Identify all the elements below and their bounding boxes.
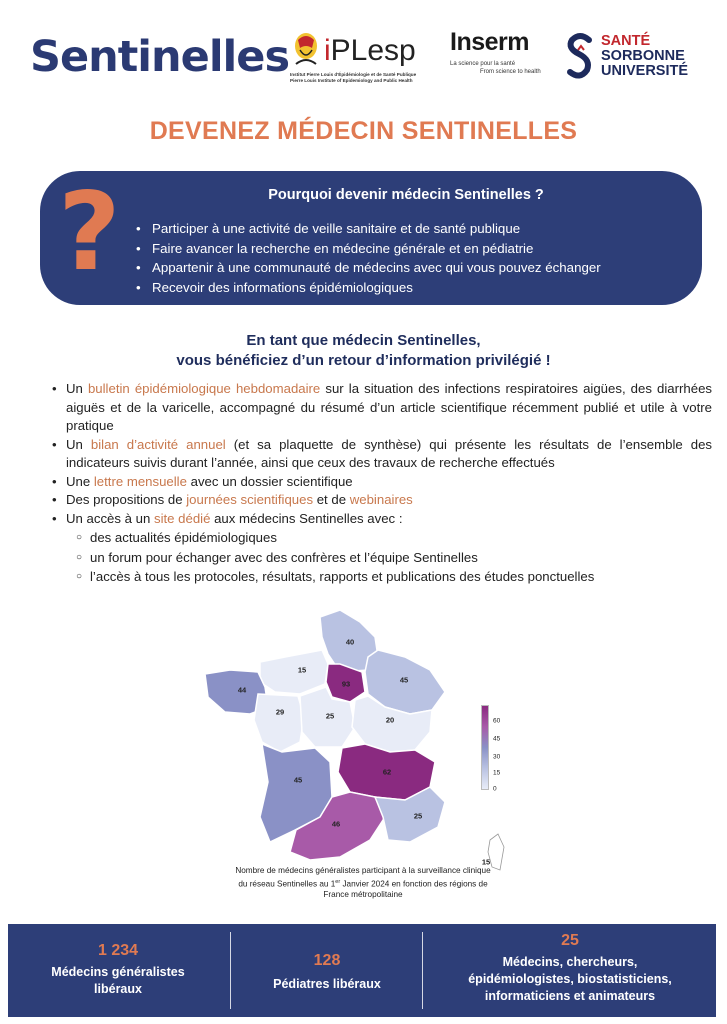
benefit-item [52,491,712,510]
inserm-name: Inserm [450,28,529,56]
stat-number: 1 234 [97,942,139,959]
page-title: DEVENEZ MÉDECIN SENTINELLES [149,117,578,145]
region-value-bourgogne-franche-comte: 20 [385,715,395,725]
region-value-paca: 25 [413,811,423,821]
stat-label [8,964,228,998]
map-caption-sup: er [335,878,341,885]
iplesp-portrait-icon [290,30,322,68]
region-value-occitanie: 46 [331,819,341,829]
benefits-list [52,380,712,587]
map-legend [481,705,521,795]
region-value-nouvelle-aquitaine: 45 [293,775,303,785]
sorbonne-line3: UNIVERSITÉ [601,63,689,79]
region-value-normandie: 15 [297,665,307,675]
benefit-text: Une [66,473,94,489]
benefit-text: Un [66,381,88,396]
benefit-text: Un accès à un [66,510,154,526]
inserm-tagline-en: From science to health [480,69,541,75]
benefit-item [52,473,712,492]
stat-label-line: libéraux [94,982,142,996]
stat-label-line: informaticiens et animateurs [484,989,656,1003]
benefit-text: et de [313,492,350,507]
why-item: • Recevoir des informations épidémiologiques [136,278,601,298]
legend-tick: 45 [493,735,501,743]
benefit-text: Un [66,436,91,452]
region-value-bretagne: 44 [237,685,247,695]
region-normandie [260,650,328,694]
stat-team [424,924,716,1017]
region-corse [488,834,504,870]
region-value-hauts-de-france: 40 [345,637,355,647]
benefit-highlight: webinaires [349,492,413,507]
why-list [136,219,601,297]
map-caption-text: Nombre de médecins généralistes participant à la surveillance clinique du réseau Sentinelles au 1 [235,866,491,889]
iplesp-name-prefix: i [324,34,331,67]
legend-tick: 0 [493,785,497,793]
benefit-text: (et sa plaquette de synthèse) qui présente les résultats de l’ensemble des indicateurs suivis durant l’année, ainsi que ceux des travaux de recherche effectués [66,436,712,470]
benefit-text: avec un dossier scientifique [186,473,353,489]
stat-pediatricians [232,924,422,1017]
benefit-highlight: lettre mensuelle [93,473,187,489]
sorbonne-line1: SANTÉ [601,33,651,49]
benefits-title-line2: vous bénéficiez d’un retour d’information privilégié ! [176,352,551,369]
stat-number: 128 [313,952,341,969]
benefit-highlight: bilan d’activité annuel [90,436,226,452]
stat-label-line: épidémiologistes, biostatisticiens, [468,972,672,986]
site-features-list [76,528,712,587]
stat-label-line: Médecins généralistes [51,965,185,979]
why-item: • Appartenir à une communauté de médecins avec qui vous pouvez échanger [136,258,601,278]
why-item: • Faire avancer la recherche en médecine générale et en pédiatrie [136,239,601,259]
benefit-text: sur la situation des infections respiratoires aigües, des diarrhées aiguës et de la varicelle, accompagné du résumé d’un article scientifique récemment publié et utile à votre pratique [66,381,713,433]
why-item: • Participer à une activité de veille sanitaire et de santé publique [136,219,601,239]
iplesp-line1: Institut Pierre Louis d'Épidémiologie et de Santé Publique [290,72,417,77]
region-value-centre-val-de-loire: 25 [325,711,335,721]
sorbonne-line2: SORBONNE [601,48,685,64]
benefit-item [52,380,712,436]
legend-tick: 30 [493,753,501,761]
why-box [40,171,702,305]
benefit-item [52,510,712,587]
benefit-highlight: bulletin épidémiologique hebdomadaire [87,381,321,396]
stat-divider [422,932,423,1009]
region-value-ile-de-france: 93 [341,679,351,689]
question-mark-icon: ? [58,170,121,295]
region-value-pays-de-la-loire: 29 [275,707,285,717]
benefit-text: Des propositions de [66,492,187,507]
stat-number: 25 [561,932,579,949]
iplesp-logo [290,30,430,90]
legend-tick: 15 [493,769,501,777]
region-value-auvergne-rhone-alpes: 62 [382,767,392,777]
benefit-item [52,436,712,473]
site-feature-item: ○ l’accès à tous les protocoles, résultats, rapports et publications des études ponctuelles [76,567,712,587]
sorbonne-logo [565,32,705,92]
map-caption [232,866,494,900]
region-value-corse: 15 [481,857,491,867]
legend-color-scale [481,705,489,790]
stat-label [424,954,716,1005]
iplesp-name-rest: PLesp [330,34,416,67]
legend-tick: 60 [493,717,501,725]
stat-divider [230,932,231,1009]
benefits-title-line1: En tant que médecin Sentinelles, [246,332,481,349]
stat-label: Pédiatres libéraux [273,977,381,991]
iplesp-line2: Pierre Louis Institute of Epidemiology and Public Health [290,78,413,83]
benefits-title [0,331,727,371]
stat-generalists [8,924,228,1017]
why-title: Pourquoi devenir médecin Sentinelles ? [268,187,544,203]
site-feature-item: ○ des actualités épidémiologiques [76,528,712,548]
sentinelles-logo: Sentinelles [30,32,290,82]
site-feature-item: ○ un forum pour échanger avec des confrères et l’équipe Sentinelles [76,548,712,568]
stats-banner [8,924,716,1017]
map-caption-text: Janvier 2024 en fonction des régions de France métropolitaine [323,879,488,899]
stat-label-line: Médecins, chercheurs, [502,955,638,969]
sorbonne-s-icon [565,32,595,82]
region-value-grand-est: 45 [399,675,409,685]
inserm-logo [450,28,550,88]
benefit-highlight: journées scientifiques [186,492,314,507]
logo-bar [0,22,727,92]
benefit-highlight: site dédié [153,510,211,526]
benefit-text: aux médecins Sentinelles avec : [210,510,403,526]
inserm-tagline-fr: La science pour la santé [450,61,516,67]
